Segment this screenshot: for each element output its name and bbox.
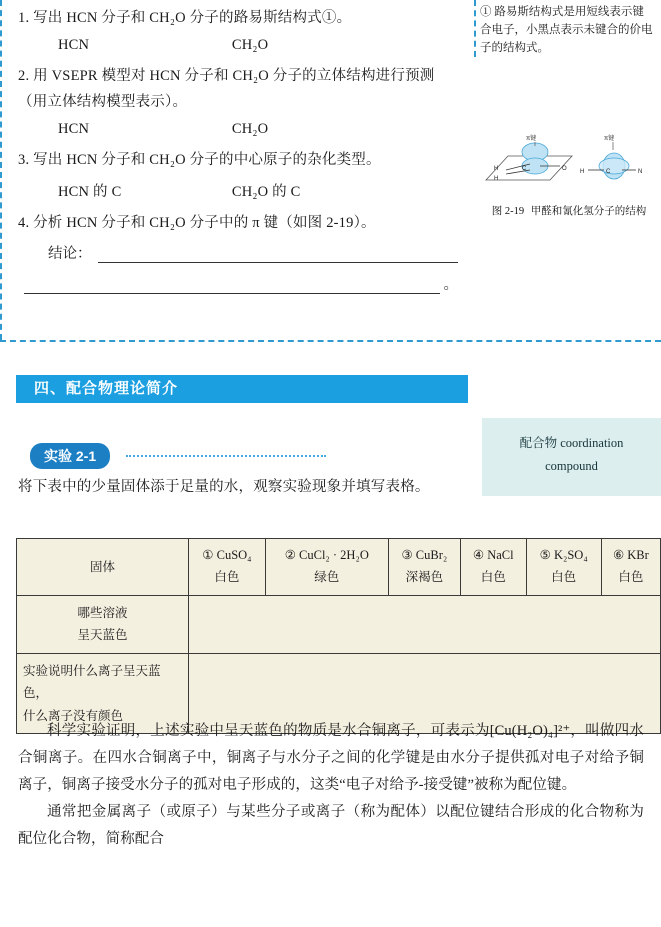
sidebar-dashed-border — [474, 0, 476, 57]
table-col-1 — [189, 539, 266, 596]
table-row-1-label — [17, 595, 189, 653]
table-col-4 — [460, 539, 526, 596]
table-col-4-color: 白色 — [480, 569, 506, 584]
section-divider — [0, 340, 661, 342]
svg-text:π键: π键 — [526, 136, 537, 142]
svg-text:π键: π键 — [604, 136, 615, 142]
conclusion-blank-2[interactable] — [24, 282, 440, 294]
answer-2-left: HCN — [58, 121, 90, 138]
table-col-5-color: 白色 — [551, 569, 577, 584]
question-2-num: 2. — [18, 68, 30, 85]
paragraph-1: 科学实验证明，上述实验中呈天蓝色的物质是水合铜离子，可表示为[Cu(H₂O)₄]²⁺，叫做四水合铜离子。在四水合铜离子中，铜离子与水分子之间的化学键是由水分子提供孤对电子对给予铜离子，铜离子接受水分子的孤对电子形成的，这类“电子对给予-接受键”被称为配位键。 — [18, 723, 644, 793]
table-row-2-label-line1: 实验说明什么离子呈天蓝色， — [23, 663, 161, 701]
table-col-2 — [265, 539, 388, 596]
svg-text:C: C — [606, 169, 611, 175]
svg-text:H: H — [494, 166, 499, 172]
conclusion-line-1 — [18, 242, 458, 263]
question-1-body: 写出 HCN 分子和 CH₂O 分子的路易斯结构式①。 — [33, 10, 352, 26]
table-col-1-color: 白色 — [214, 569, 240, 584]
question-4 — [18, 211, 458, 236]
table-row-2-label-line2: 什么离子没有颜色 — [23, 708, 124, 723]
table-col-4-name: ④ NaCl — [472, 548, 514, 562]
footnote-text: ① 路易斯结构式是用短线表示键合电子，小黑点表示未键合的价电子的结构式。 — [480, 6, 653, 54]
table-row-1-label-line2: 呈天蓝色 — [77, 628, 128, 643]
question-3 — [18, 148, 458, 173]
body-text — [18, 718, 644, 854]
table-col-5-name: ⑤ K₂SO₄ — [539, 548, 588, 562]
answer-row-1 — [18, 37, 458, 54]
answer-1-right: CH₂O — [231, 37, 269, 54]
table-col-6-color: 白色 — [618, 569, 644, 584]
answer-3-right: CH₂O 的 C — [231, 183, 301, 200]
answer-1-left: HCN — [58, 37, 90, 54]
experiment-table — [16, 538, 661, 734]
svg-text:N: N — [638, 169, 643, 175]
figure-caption-text: 甲醛和氰化氢分子的结构 — [530, 206, 647, 217]
table-row-1-answer-cell[interactable] — [189, 595, 661, 653]
vocabulary-box — [482, 418, 661, 496]
figure-2-19 — [480, 130, 658, 218]
table-col-3 — [388, 539, 460, 596]
exercise-column — [0, 0, 470, 294]
conclusion-period: 。 — [443, 276, 458, 293]
paragraph-2: 通常把金属离子（或原子）与某些分子或离子（称为配体）以配位键结合形成的化合物称为配位化合物，简称配合 — [18, 804, 644, 848]
conclusion-blank-1[interactable] — [98, 251, 459, 263]
table-col-2-name: ② CuCl₂ · 2H₂O — [284, 548, 369, 562]
question-1 — [18, 6, 458, 31]
question-3-body: 写出 HCN 分子和 CH₂O 分子的中心原子的杂化类型。 — [33, 152, 381, 169]
table-row-1-label-line1: 哪些溶液 — [77, 605, 128, 620]
question-2 — [18, 64, 458, 115]
svg-text:H: H — [580, 169, 585, 175]
answer-3-left: HCN 的 C — [58, 183, 122, 200]
question-2-body: 用 VSEPR 模型对 HCN 分子和 CH₂O 分子的立体结构进行预测（用立体结构模型表示）。 — [18, 68, 435, 110]
table-col-2-color: 绿色 — [314, 569, 340, 584]
conclusion-label: 结论： — [48, 245, 92, 262]
question-4-num: 4. — [18, 214, 30, 231]
conclusion-line-2 — [18, 273, 458, 294]
figure-number: 图 2-19 — [491, 206, 525, 217]
vocab-term-en: compound — [545, 458, 598, 473]
answer-2-right: CH₂O — [231, 121, 269, 138]
answer-row-3 — [18, 180, 458, 201]
table-col-6-name: ⑥ KBr — [612, 548, 649, 562]
question-1-text: 1. — [18, 10, 30, 26]
figure-caption — [480, 203, 658, 218]
molecule-structure-diagram — [480, 130, 658, 192]
experiment-badge: 实验 2-1 — [30, 443, 110, 469]
table-col-6 — [601, 539, 660, 596]
question-4-body: 分析 HCN 分子和 CH₂O 分子中的 π 键（如图 2-19）。 — [33, 214, 376, 231]
table-header-label: 固体 — [17, 539, 189, 596]
answer-row-2 — [18, 121, 458, 138]
table-header-row — [17, 539, 661, 596]
experiment-dotted-rule — [126, 455, 326, 457]
svg-text:C: C — [522, 166, 527, 172]
table-col-1-name: ① CuSO₄ — [202, 548, 252, 562]
table-col-3-color: 深褐色 — [405, 569, 444, 584]
section-heading: 四、配合物理论简介 — [16, 375, 468, 403]
vocab-term-cn: 配合物 coordination — [519, 436, 624, 450]
experiment-instruction: 将下表中的少量固体添于足量的水，观察实验现象并填写表格。 — [18, 479, 430, 495]
svg-text:H: H — [494, 176, 499, 182]
svg-text:O: O — [562, 166, 567, 172]
table-row — [17, 595, 661, 653]
footnote-sidebar — [474, 0, 661, 57]
question-3-num: 3. — [18, 152, 30, 169]
table-col-3-name: ③ CuBr₂ — [401, 548, 448, 562]
table-col-5 — [526, 539, 601, 596]
